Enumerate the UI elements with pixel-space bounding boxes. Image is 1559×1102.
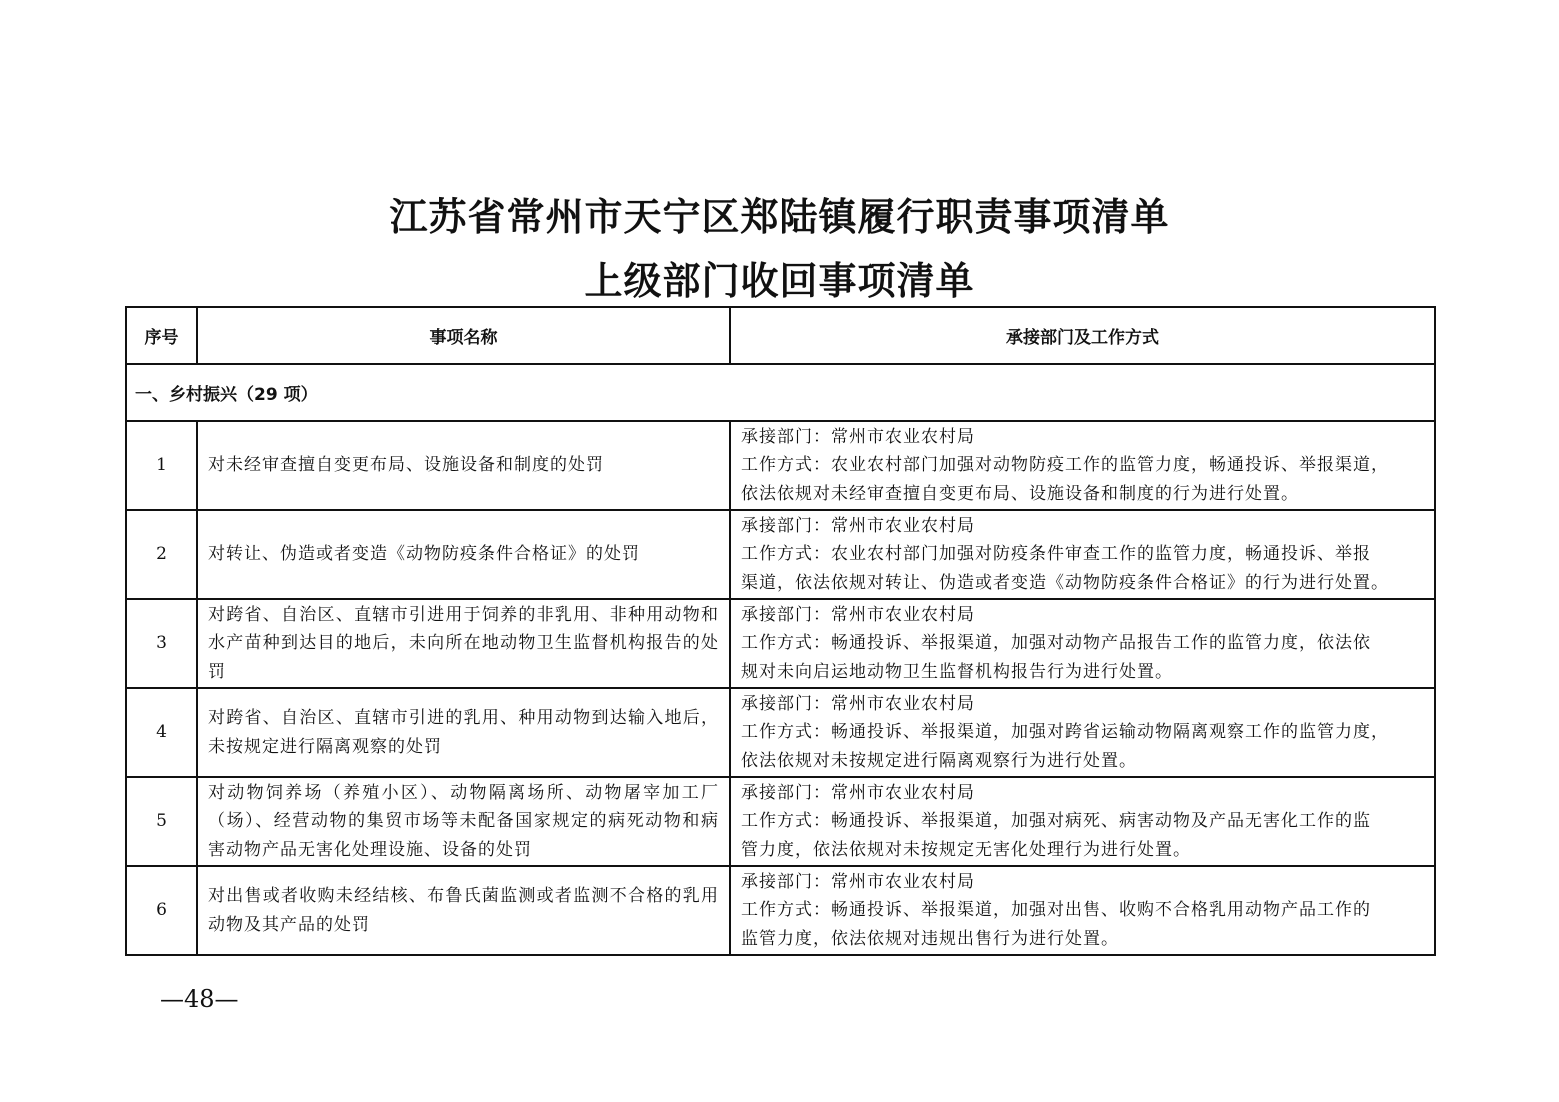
row-number: 5 [126, 777, 197, 866]
table-row [126, 599, 1435, 688]
document-title: 江苏省常州市天宁区郑陆镇履行职责事项清单 [389, 194, 1170, 239]
method-line-cont: 渠道，依法依规对转让、伪造或者变造《动物防疫条件合格证》的行为进行处置。 [741, 572, 1389, 593]
header-department-method: 承接部门及工作方式 [730, 307, 1435, 364]
department-line: 承接部门：常州市农业农村局 [741, 871, 975, 892]
table-row [126, 510, 1435, 599]
header-item-name: 事项名称 [197, 307, 730, 364]
row-number: 1 [126, 421, 197, 510]
section-title: 一、乡村振兴（29 项） [126, 364, 1435, 421]
method-line-cont: 监管力度，依法依规对违规出售行为进行处置。 [741, 928, 1119, 949]
section-row [126, 364, 1435, 421]
department-line: 承接部门：常州市农业农村局 [741, 782, 975, 803]
row-department-method [730, 866, 1435, 955]
table-row [126, 777, 1435, 866]
row-department-method [730, 421, 1435, 510]
row-number: 6 [126, 866, 197, 955]
row-item-name: 对跨省、自治区、直辖市引进用于饲养的非乳用、非种用动物和水产苗种到达目的地后，未向所在地动物卫生监督机构报告的处罚 [197, 599, 730, 688]
department-line: 承接部门：常州市农业农村局 [741, 604, 975, 625]
row-item-name: 对出售或者收购未经结核、布鲁氏菌监测或者监测不合格的乳用动物及其产品的处罚 [197, 866, 730, 955]
table-row [126, 688, 1435, 777]
row-department-method [730, 510, 1435, 599]
table-row [126, 421, 1435, 510]
department-line: 承接部门：常州市农业农村局 [741, 426, 975, 447]
table-row [126, 866, 1435, 955]
row-department-method [730, 777, 1435, 866]
row-item-name: 对未经审查擅自变更布局、设施设备和制度的处罚 [197, 421, 730, 510]
row-department-method [730, 599, 1435, 688]
department-line: 承接部门：常州市农业农村局 [741, 693, 975, 714]
method-line-cont: 管力度，依法依规对未按规定无害化处理行为进行处置。 [741, 839, 1191, 860]
method-line: 工作方式：农业农村部门加强对动物防疫工作的监管力度，畅通投诉、举报渠道， [741, 455, 1389, 476]
method-line-cont: 依法依规对未按规定进行隔离观察行为进行处置。 [741, 750, 1137, 771]
row-item-name: 对动物饲养场（养殖小区）、动物隔离场所、动物屠宰加工厂（场）、经营动物的集贸市场等未配备国家规定的病死动物和病害动物产品无害化处理设施、设备的处罚 [197, 777, 730, 866]
row-item-name: 对跨省、自治区、直辖市引进的乳用、种用动物到达输入地后，未按规定进行隔离观察的处罚 [197, 688, 730, 777]
method-line: 工作方式：畅通投诉、举报渠道，加强对病死、病害动物及产品无害化工作的监 [741, 811, 1371, 832]
row-department-method [730, 688, 1435, 777]
method-line-cont: 依法依规对未经审查擅自变更布局、设施设备和制度的行为进行处置。 [741, 483, 1299, 504]
page-number: —48— [160, 985, 239, 1013]
method-line: 工作方式：畅通投诉、举报渠道，加强对出售、收购不合格乳用动物产品工作的 [741, 900, 1371, 921]
department-line: 承接部门：常州市农业农村局 [741, 515, 975, 536]
header-number: 序号 [126, 307, 197, 364]
method-line-cont: 规对未向启运地动物卫生监督机构报告行为进行处置。 [741, 661, 1173, 682]
method-line: 工作方式：畅通投诉、举报渠道，加强对动物产品报告工作的监管力度，依法依 [741, 633, 1371, 654]
row-number: 2 [126, 510, 197, 599]
items-table [125, 306, 1436, 956]
row-number: 3 [126, 599, 197, 688]
document-subtitle: 上级部门收回事项清单 [584, 258, 975, 303]
row-item-name: 对转让、伪造或者变造《动物防疫条件合格证》的处罚 [197, 510, 730, 599]
method-line: 工作方式：畅通投诉、举报渠道，加强对跨省运输动物隔离观察工作的监管力度， [741, 722, 1389, 743]
table-header-row [126, 307, 1435, 364]
method-line: 工作方式：农业农村部门加强对防疫条件审查工作的监管力度，畅通投诉、举报 [741, 544, 1371, 565]
row-number: 4 [126, 688, 197, 777]
